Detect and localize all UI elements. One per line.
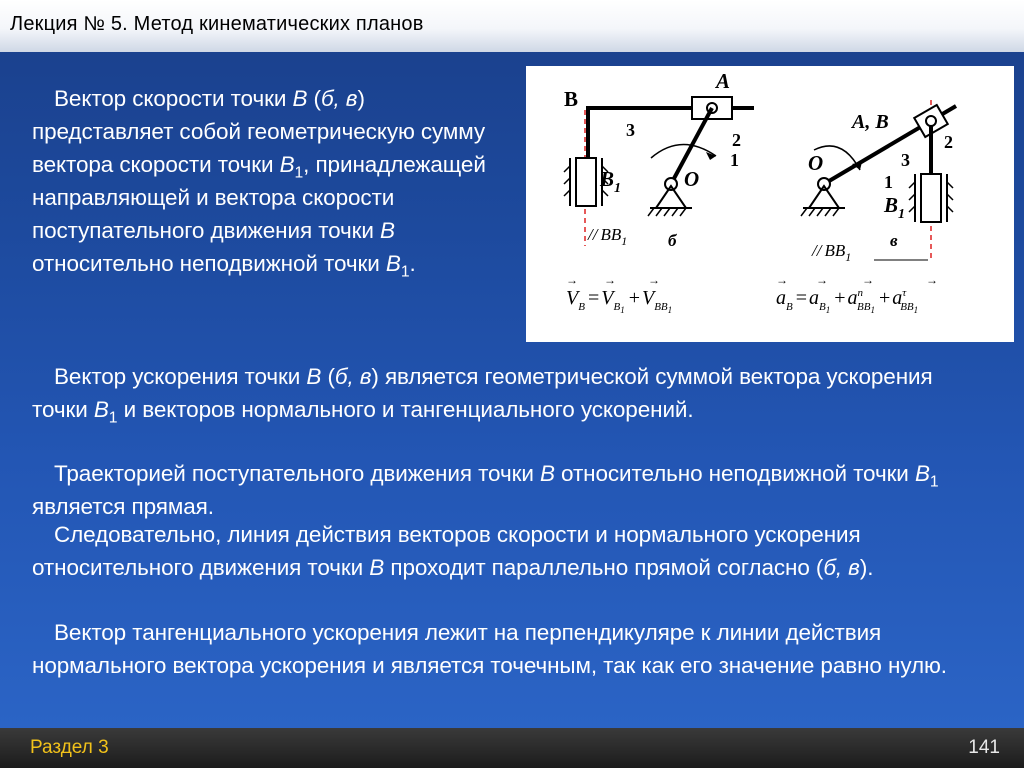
p3-point-b: B bbox=[539, 461, 555, 486]
page-number: 141 bbox=[968, 737, 1000, 758]
p2-point-b1: B bbox=[93, 397, 109, 422]
vec-arrow: → bbox=[816, 273, 828, 287]
label-1: 1 bbox=[730, 150, 739, 170]
p1-point-b3: B bbox=[385, 251, 401, 276]
slider-b1 bbox=[576, 158, 596, 206]
caption-v: в bbox=[890, 231, 898, 250]
label-1-v: 1 bbox=[884, 172, 893, 192]
joint-ab bbox=[926, 116, 936, 126]
mechanism-b bbox=[564, 69, 754, 250]
label-2-v: 2 bbox=[944, 132, 953, 152]
mechanism-figure bbox=[526, 66, 1014, 342]
p1-text-a: Вектор скорости точки bbox=[54, 86, 293, 111]
p1-text-c: ( bbox=[307, 86, 321, 111]
mechanism-v bbox=[801, 100, 956, 264]
p2-text-c: ( bbox=[321, 364, 335, 389]
vec-arrow: → bbox=[862, 273, 874, 287]
slide-footer bbox=[0, 728, 1024, 768]
label-b1: $B_1$ bbox=[600, 167, 622, 196]
vec-arrow: → bbox=[604, 273, 616, 287]
paragraph-acceleration bbox=[32, 360, 992, 426]
p4-point-b: B bbox=[369, 555, 385, 580]
slider-b1-v bbox=[921, 174, 941, 222]
p1-sub2: 1 bbox=[400, 263, 410, 281]
label-bb1: // $BB_1$ bbox=[588, 225, 628, 248]
mechanism-diagram bbox=[526, 66, 1014, 342]
eq-accel-text: $a_B = a_B1+ a^n$ $BB1+ a^\tau$ BB1 bbox=[776, 287, 919, 315]
vec-arrow: → bbox=[776, 273, 788, 287]
p2-sub: 1 bbox=[108, 409, 118, 427]
label-2: 2 bbox=[732, 130, 741, 150]
joint-o bbox=[665, 178, 677, 190]
p3-text-a: Траекторией поступательного движения точки bbox=[54, 461, 540, 486]
section-label: Раздел 3 bbox=[30, 737, 109, 758]
vec-arrow: → bbox=[648, 273, 660, 287]
paragraph-velocity bbox=[32, 82, 512, 280]
p4-text-a: Следовательно, линия действия векторов скорости и нормального ускорения относительного движения точки bbox=[32, 522, 861, 580]
p3-point-b1: B bbox=[914, 461, 930, 486]
slide-header bbox=[0, 0, 1024, 52]
label-3-v: 3 bbox=[901, 150, 910, 170]
eq-velocity-text: $V_B = V_B1+ V_{BB}1$ bbox=[566, 287, 673, 315]
p1-text-e: ) представляет собой геометрическую сумму вектора скорости точки bbox=[32, 86, 486, 177]
joint-o-v bbox=[818, 178, 830, 190]
p2-text-a: Вектор ускорения точки bbox=[54, 364, 307, 389]
label-o-v: O bbox=[808, 151, 824, 175]
p4-ref: б, в bbox=[823, 555, 860, 580]
label-b1-v: $B_1$ bbox=[884, 193, 906, 222]
vec-arrow: → bbox=[926, 273, 938, 287]
velocity-equation bbox=[566, 273, 672, 315]
p1-sub: 1 bbox=[294, 164, 304, 182]
label-ab: A, B bbox=[852, 111, 889, 133]
p3-text-e: является прямая. bbox=[32, 494, 214, 519]
slide-title: Лекция № 5. Метод кинематических планов bbox=[10, 13, 424, 35]
p5-text-a: Вектор тангенциального ускорения лежит на перпендикуляре к линии действия нормального вектора ускорения и является точечным, так как его значение равно нулю. bbox=[32, 620, 947, 678]
label-o: O bbox=[684, 167, 700, 191]
label-bb1-v: // $BB_1$ bbox=[812, 241, 852, 264]
p1-point-b1: B bbox=[279, 152, 295, 177]
rotation-arrow-b bbox=[651, 144, 716, 158]
p1-text-k: . bbox=[409, 251, 416, 276]
p2-ref: б, в bbox=[334, 364, 372, 389]
caption-b: б bbox=[668, 231, 677, 250]
p1-point-b: B bbox=[292, 86, 308, 111]
p3-text-c: относительно неподвижной точки bbox=[554, 461, 915, 486]
p2-text-g: и векторов нормального и тангенциального ускорений. bbox=[117, 397, 694, 422]
p1-text-i: относительно неподвижной точки bbox=[32, 251, 386, 276]
paragraph-trajectory bbox=[32, 457, 992, 523]
p1-text-g: , принадлежащей направляющей и вектора скорости поступательного движения точки bbox=[32, 152, 486, 243]
label-3: 3 bbox=[626, 120, 635, 140]
paragraph-conclusion bbox=[32, 518, 992, 584]
p2-point-b: B bbox=[306, 364, 322, 389]
acceleration-equation bbox=[776, 273, 938, 315]
p1-ref: б, в bbox=[320, 86, 358, 111]
p4-text-e: ). bbox=[859, 555, 874, 580]
paragraph-tangential bbox=[32, 616, 992, 682]
p1-point-b2: B bbox=[380, 218, 395, 243]
label-b: B bbox=[564, 87, 579, 111]
vec-arrow: → bbox=[566, 273, 578, 287]
p2-text-e: ) является геометрической суммой вектора ускорения точки bbox=[32, 364, 933, 422]
p4-text-c: проходит параллельно прямой согласно ( bbox=[384, 555, 824, 580]
p3-sub: 1 bbox=[929, 473, 939, 491]
label-a: A bbox=[716, 69, 731, 93]
